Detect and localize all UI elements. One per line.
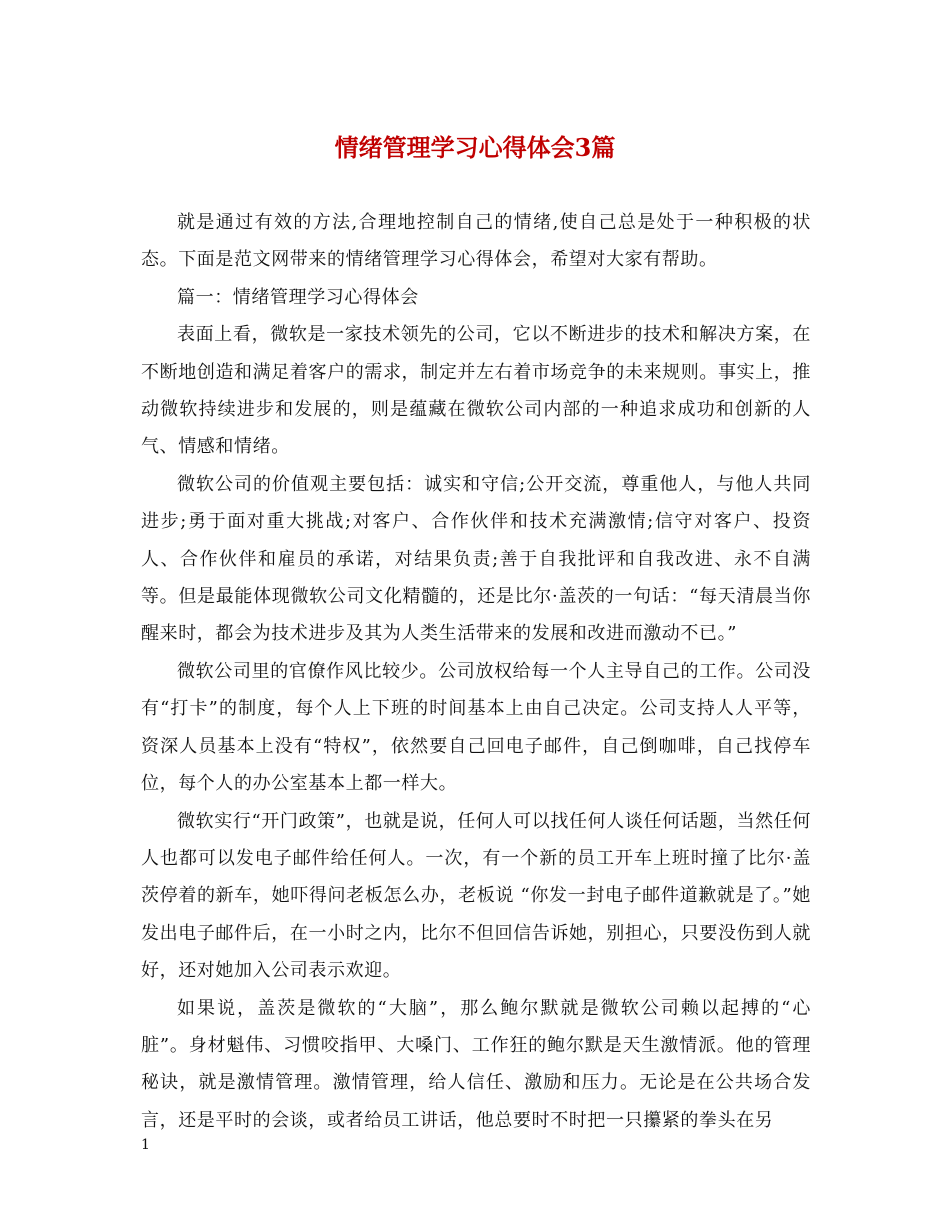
paragraph-microsoft-overview: 表面上看，微软是一家技术领先的公司，它以不断进步的技术和解决方案，在不断地创造和满足着客户的需求，制定并左右着市场竞争的未来规则。事实上，推动微软持续进步和发展的，则是蕴藏在微软公司内部的一种追求成功和创新的人气、情感和情绪。	[141, 324, 811, 458]
section-heading-part-one: 篇一：情绪管理学习心得体会	[177, 286, 419, 308]
paragraph-bureaucracy: 微软公司里的官僚作风比较少。公司放权给每一个人主导自己的工作。公司没有“打卡”的制度，每个人上下班的时间基本上由自己决定。公司支持人人平等，资深人员基本上没有“特权”，依然要自己回电子邮件，自己倒咖啡，自己找停车位，每个人的办公室基本上都一样大。	[141, 660, 811, 795]
paragraph-open-door-policy: 微软实行“开门政策”，也就是说，任何人可以找任何人谈任何话题，当然任何人也都可以发电子邮件给任何人。一次，有一个新的员工开车上班时撞了比尔·盖茨停着的新车，她吓得问老板怎么办，老板说 “你发一封电子邮件道歉就是了。”她发出电子邮件后，在一小时之内，比尔不但回信告诉她，别担心，只要没伤到人就好，还对她加入公司表示欢迎。	[141, 810, 811, 982]
paragraph-ballmer: 如果说，盖茨是微软的“大脑”，那么鲍尔默就是微软公司赖以起搏的“心脏”。身材魁伟、习惯咬指甲、大嗓门、工作狂的鲍尔默是天生激情派。他的管理秘诀，就是激情管理。激情管理，给人信任、激励和压力。无论是在公共场合发言，还是平时的会谈，或者给员工讲话，他总要时不时把一只攥紧的拳头在另	[141, 997, 811, 1131]
document-body	[141, 204, 811, 1139]
document-title: 情绪管理学习心得体会3篇	[334, 133, 616, 162]
page-number: 1	[141, 1137, 150, 1153]
paragraph-microsoft-values: 微软公司的价值观主要包括：诚实和守信;公开交流，尊重他人，与他人共同进步;勇于面对重大挑战;对客户、合作伙伴和技术充满激情;信守对客户、投资人、合作伙伴和雇员的承诺，对结果负责;善于自我批评和自我改进、永不自满等。但是最能体现微软公司文化精髓的，还是比尔·盖茨的一句话：“每天清晨当你醒来时，都会为技术进步及其为人类生活带来的发展和改进而激动不已。”	[141, 473, 811, 645]
paragraph-intro: 就是通过有效的方法,合理地控制自己的情绪,使自己总是处于一种积极的状态。下面是范文网带来的情绪管理学习心得体会，希望对大家有帮助。	[141, 212, 811, 271]
